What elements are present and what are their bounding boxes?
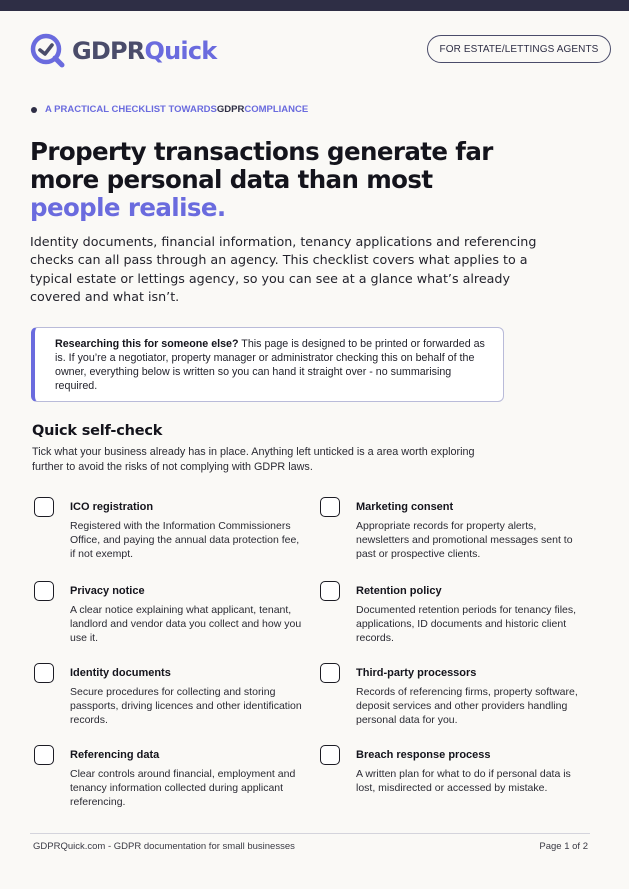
- eyebrow-text-3: COMPLIANCE: [244, 104, 309, 115]
- top-bar: [0, 0, 629, 11]
- checklist-item-title: Referencing data: [70, 749, 160, 761]
- page-number: Page 1 of 2: [539, 841, 588, 852]
- logo-wordmark: [72, 39, 216, 63]
- logo-text-quick: Quick: [144, 37, 217, 65]
- footer-divider: [30, 833, 590, 834]
- checkbox[interactable]: [34, 581, 54, 601]
- headline-line-2: more personal data than most: [30, 165, 433, 194]
- callout-lead: Researching this for someone else?: [55, 338, 239, 350]
- callout-body: This page is designed to be printed or forwarded as is. If you’re a negotiator, property manager or administrator checking this on behalf of the owner, everything below is written so you can hand it straight over - no summarising required.: [55, 338, 485, 392]
- checklist-item-title: Identity documents: [70, 667, 171, 679]
- checkbox[interactable]: [320, 581, 340, 601]
- audience-badge: FOR ESTATE/LETTINGS AGENTS: [427, 35, 611, 63]
- headline-line-1: Property transactions generate far: [30, 137, 493, 166]
- eyebrow: [31, 104, 308, 115]
- checklist-item-description: Documented retention periods for tenancy files, applications, ID documents and historic client records.: [356, 604, 577, 644]
- bullet-dot-icon: [31, 107, 37, 113]
- logo-text-gdpr: GDPR: [72, 37, 145, 65]
- intro-paragraph: Identity documents, financial information, tenancy applications and referencing checks can all pass through an agency. This checklist covers what applies to a typical estate or lettings agency, so you can see at a glance what’s already covered and what isn’t.: [30, 234, 537, 304]
- checklist-item-description: Secure procedures for collecting and storing passports, driving licences and other identification records.: [70, 686, 302, 726]
- checklist-item-description: Records of referencing firms, property software, deposit services and other providers handling personal data for you.: [356, 686, 578, 726]
- callout-box: [31, 327, 504, 402]
- section-title: Quick self-check: [32, 423, 163, 439]
- checkbox[interactable]: [320, 497, 340, 517]
- checklist-item-title: Third-party processors: [356, 667, 477, 679]
- checkbox[interactable]: [34, 745, 54, 765]
- checklist-item-title: Marketing consent: [356, 501, 454, 513]
- checkbox[interactable]: [320, 663, 340, 683]
- checklist-item-description: A clear notice explaining what applicant, tenant, landlord and vendor data you collect and how you use it.: [70, 604, 302, 644]
- checklist-item-title: Breach response process: [356, 749, 491, 761]
- headline-line-3: people realise.: [30, 193, 226, 222]
- eyebrow-text-2: GDPR: [216, 104, 245, 115]
- headline: [30, 138, 590, 222]
- checklist-item-title: Retention policy: [356, 585, 442, 597]
- checkbox[interactable]: [34, 663, 54, 683]
- checklist-item-description: A written plan for what to do if personal data is lost, misdirected or accessed by mistake.: [356, 768, 571, 794]
- checklist-item-description: Registered with the Information Commissioners Office, and paying the annual data protection fee, if not exempt.: [70, 520, 300, 560]
- q-logo-icon: [30, 33, 66, 69]
- section-description: Tick what your business already has in place. Anything left unticked is a area worth exploring further to avoid the risks of not complying with GDPR laws.: [32, 446, 475, 473]
- logo: [30, 33, 216, 69]
- checklist-item-title: ICO registration: [70, 501, 154, 513]
- eyebrow-text-1: A PRACTICAL CHECKLIST TOWARDS: [45, 104, 217, 115]
- checklist-item-description: Clear controls around financial, employment and tenancy information collected during applicant referencing.: [70, 768, 296, 808]
- checklist-item-description: Appropriate records for property alerts, newsletters and promotional messages sent to past or prospective clients.: [356, 520, 573, 560]
- checkbox[interactable]: [34, 497, 54, 517]
- checkbox[interactable]: [320, 745, 340, 765]
- checklist-item-title: Privacy notice: [70, 585, 145, 597]
- footer-text: GDPRQuick.com - GDPR documentation for small businesses: [33, 841, 295, 852]
